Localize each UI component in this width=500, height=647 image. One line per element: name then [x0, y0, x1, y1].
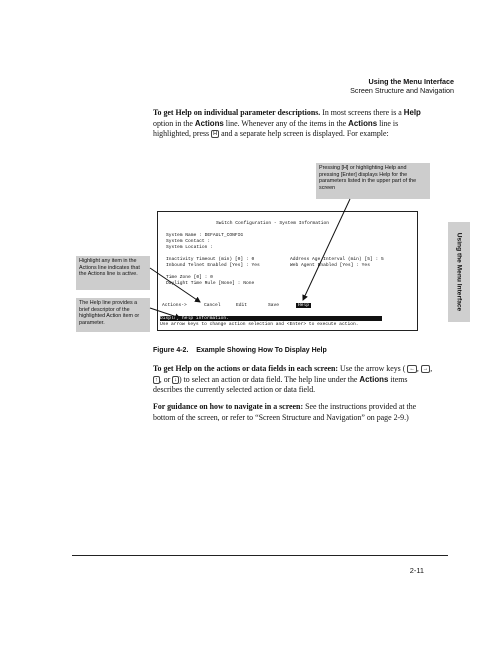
h-key-icon: H: [213, 131, 218, 138]
header-title: Using the Menu Interface: [368, 77, 454, 86]
intro-help-word: Help: [403, 108, 421, 117]
intro-text-2: option in the: [153, 118, 193, 128]
arrow-to-help: [303, 199, 350, 300]
callout-help-key-text: Pressing [H] or highlighting Help and pressing [Enter] displays Help for the parameters listed in the upper part of the screen: [319, 165, 417, 191]
side-tab-label: Using the Menu Interface: [455, 232, 463, 312]
para2-text-3: items describes the currently selected action or data field.: [153, 374, 408, 395]
system-location-field[interactable]: System Location :: [166, 245, 213, 250]
up-arrow-key-icon: ↑: [155, 376, 158, 383]
arrow-to-actions-line: [150, 268, 200, 302]
callout-help-line-text: The Help line provides a brief descriptor of the highlighted Action item or parameter.: [79, 300, 140, 326]
arrow-keys-paragraph: To get Help on the actions or data fields in each screen: Use the arrow keys ( ← , → , ↑ , or ↓ ) to select an action or data field. The help line under the Actions items describes the currently selected action or data field.: [153, 364, 433, 395]
system-name-field[interactable]: System Name : DEFAULT_CONFIG: [166, 233, 244, 238]
left-arrow-key-icon: ←: [409, 366, 415, 372]
figure-caption: [153, 347, 327, 354]
inactivity-timeout-field[interactable]: Inactivity Timeout (min) [0] : 0: [166, 257, 255, 262]
intro-text-3: line. Whenever any of the items in the: [225, 118, 347, 128]
arrow-to-help-line: [150, 308, 180, 318]
time-zone-field[interactable]: Time Zone [0] : 0: [166, 275, 213, 280]
inbound-telnet-field[interactable]: Inbound Telnet Enabled [Yes] : Yes: [166, 263, 260, 268]
down-arrow-key-icon: ↓: [174, 376, 178, 383]
para3-heading: For guidance on how to navigate in a screen:: [153, 402, 304, 411]
footer-rule: [72, 555, 448, 556]
callout-actions-line-text: Highlight any item in the Actions line indicates that the Actions line is active.: [79, 258, 140, 278]
terminal-title: Switch Configuration - System Information: [216, 221, 330, 226]
figure-caption-text: Example Showing How To Display Help: [196, 347, 327, 354]
address-age-field[interactable]: Address Age Interval (min) [5] : 5: [290, 257, 384, 262]
intro-text-4: line is highlighted, press: [153, 118, 399, 139]
intro-text-1: In most screens there is a: [322, 108, 402, 117]
navigation-paragraph: [153, 402, 435, 423]
intro-text-5: and a separate help screen is displayed. For example:: [221, 129, 389, 139]
right-arrow-key-icon: →: [422, 366, 429, 372]
para2-text-2: ) to select an action or data field. The help line under the: [179, 374, 358, 384]
system-contact-field[interactable]: System Contact :: [166, 239, 211, 244]
help-line: Display help information.: [160, 316, 382, 321]
cancel-action[interactable]: Cancel: [204, 303, 221, 308]
page-number: 2-11: [409, 566, 424, 575]
header-subtitle: Screen Structure and Navigation: [350, 86, 454, 95]
intro-heading: To get Help on individual parameter descriptions.: [153, 108, 321, 117]
para3-text: See the instructions provided at the bottom of the screen, or refer to “Screen Structure and Navigation” on page 2-9.): [153, 402, 417, 422]
daylight-rule-field[interactable]: Daylight Time Rule [None] : None: [166, 281, 255, 286]
edit-action[interactable]: Edit: [236, 303, 248, 308]
para2-text-1: Use the arrow keys (: [340, 364, 406, 373]
para2-or: or: [163, 374, 171, 384]
intro-actions-word-2: Actions: [348, 118, 378, 128]
save-action[interactable]: Save: [268, 303, 280, 308]
para2-heading: To get Help on the actions or data fields in each screen:: [153, 364, 339, 373]
help-action[interactable]: Help: [298, 303, 310, 308]
para2-actions-word: Actions: [359, 374, 389, 384]
navigation-instructions: Use arrow keys to change action selection and <Enter> to execute action.: [160, 322, 359, 327]
figure-label: Figure 4-2.: [153, 347, 189, 354]
web-agent-field[interactable]: Web Agent Enabled [Yes] : Yes: [290, 263, 370, 268]
intro-actions-word: Actions: [194, 118, 224, 128]
actions-label: Actions->: [162, 303, 187, 308]
